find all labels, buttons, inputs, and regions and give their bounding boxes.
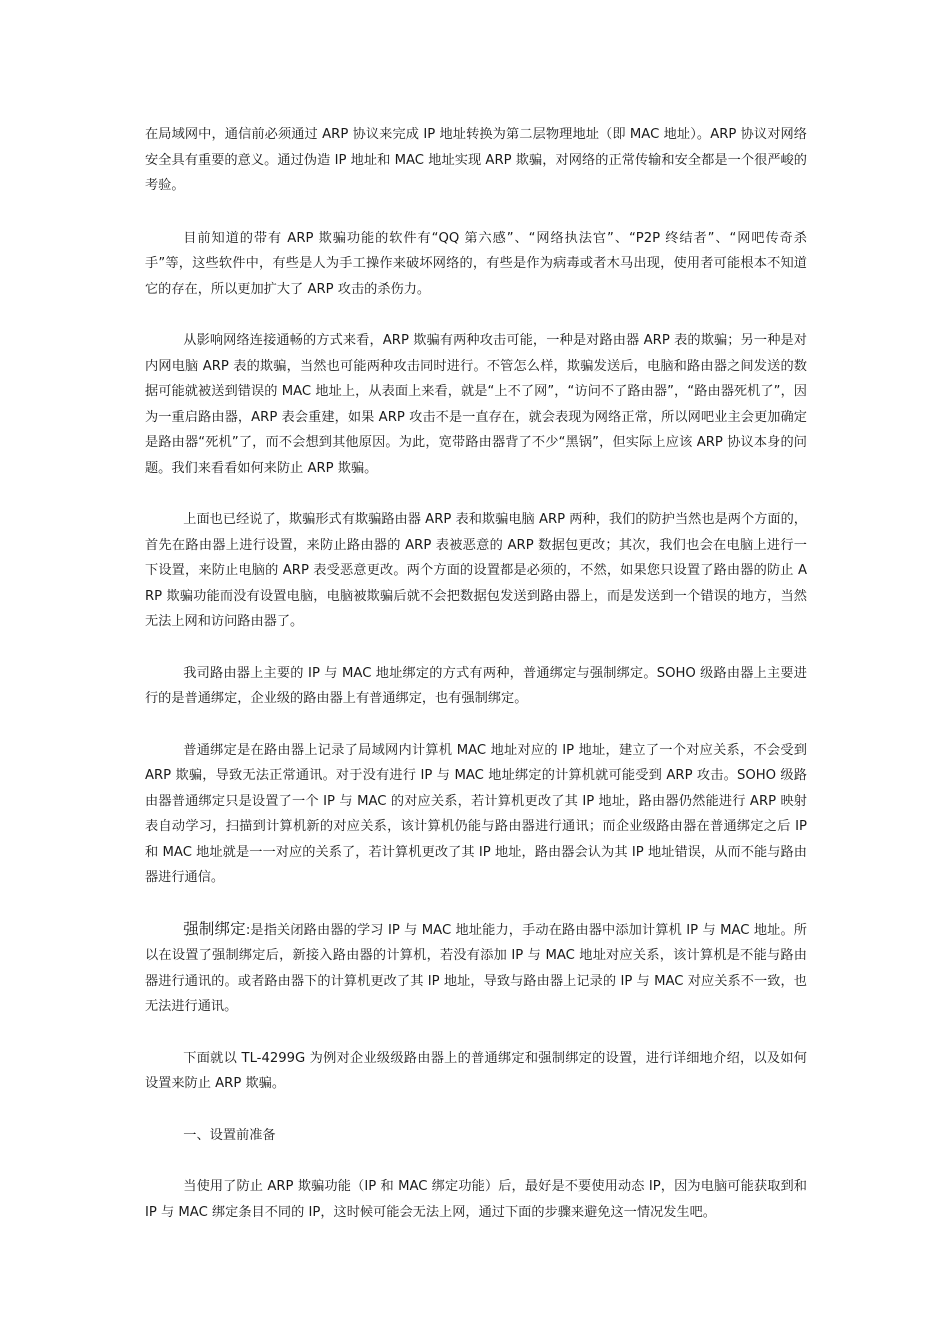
paragraph-arp-intro: 在局域网中，通信前必须通过 ARP 协议来完成 IP 地址转换为第二层物理地址（即 MAC 地址）。ARP 协议对网络安全具有重要的意义。通过伪造 IP 地址和 MAC 地址实现 ARP 欺骗，对网络的正常传输和安全都是一个很严峻的考验。 bbox=[145, 127, 807, 193]
paragraph-arp-software: 目前知道的带有 ARP 欺骗功能的软件有“QQ 第六感”、“网络执法官”、“P2P 终结者”、“网吧传奇杀手”等，这些软件中，有些是人为手工操作来破坏网络的，有些是作为病毒或者木马出现，使用者可能根本不知道它的存在，所以更加扩大了 ARP 攻击的杀伤力。 bbox=[145, 230, 807, 297]
paragraph-arp-attack-modes: 从影响网络连接通畅的方式来看，ARP 欺骗有两种攻击可能，一种是对路由器 ARP 表的欺骗；另一种是对内网电脑 ARP 表的欺骗，当然也可能两种攻击同时进行。不管怎么样，欺骗发送后，电脑和路由器之间发送的数据可能就被送到错误的 MAC 地址上，从表面上来看，就是“上不了网”，“访问不了路由器”，“路由器死机了”，因为一重启路由器，ARP 表会重建，如果 ARP 攻击不是一直存在，就会表现为网络正常，所以网吧业主会更加确定是路由器“死机”了，而不会想到其他原因。为此，宽带路由器背了不少“黑锅”，但实际上应该 ARP 协议本身的问题。我们来看看如何来防止 ARP 欺骗。 bbox=[145, 333, 807, 476]
paragraph-example-intro: 下面就以 TL-4299G 为例对企业级级路由器上的普通绑定和强制绑定的设置，进行详细地介绍，以及如何设置来防止 ARP 欺骗。 bbox=[145, 1050, 807, 1091]
forced-binding-text: :是指关闭路由器的学习 IP 与 MAC 地址能力，手动在路由器中添加计算机 IP 与 MAC 地址。所以在设置了强制绑定后，新接入路由器的计算机，若没有添加 IP 与 MAC 地址对应关系，该计算机是不能与路由器进行通讯的。或者路由器下的计算机更改了其 IP 地址，导致与路由器上记录的 IP 与 MAC 对应关系不一致，也无法进行通讯。 bbox=[145, 922, 807, 1014]
section-heading: 一、设置前准备 bbox=[183, 1127, 276, 1143]
forced-binding-term: 强制绑定 bbox=[183, 919, 246, 938]
document-page bbox=[145, 122, 807, 1251]
paragraph-arp-protection: 上面也已经说了，欺骗形式有欺骗路由器 ARP 表和欺骗电脑 ARP 两种，我们的防护当然也是两个方面的，首先在路由器上进行设置，来防止路由器的 ARP 表被恶意的 ARP 数据包更改；其次，我们也会在电脑上进行一下设置，来防止电脑的 ARP 表受恶意更改。两个方面的设置都是必须的，不然，如果您只设置了路由器的防止 ARP 欺骗功能而没有设置电脑，电脑被欺骗后就不会把数据包发送到路由器上，而是发送到一个错误的地方，当然无法上网和访问路由器了。 bbox=[145, 512, 807, 629]
paragraph-preparation: 当使用了防止 ARP 欺骗功能（IP 和 MAC 绑定功能）后，最好是不要使用动态 IP，因为电脑可能获取到和 IP 与 MAC 绑定条目不同的 IP，这时候可能会无法上网，通过下面的步骤来避免这一情况发生吧。 bbox=[145, 1179, 807, 1220]
paragraph-binding-methods: 我司路由器上主要的 IP 与 MAC 地址绑定的方式有两种，普通绑定与强制绑定。SOHO 级路由器上主要进行的是普通绑定，企业级的路由器上有普通绑定，也有强制绑定。 bbox=[145, 665, 807, 706]
paragraph-forced-binding bbox=[145, 917, 807, 1020]
paragraph-normal-binding: 普通绑定是在路由器上记录了局域网内计算机 MAC 地址对应的 IP 地址，建立了一个对应关系，不会受到 ARP 欺骗，导致无法正常通讯。对于没有进行 IP 与 MAC 地址绑定的计算机就可能受到 ARP 攻击。SOHO 级路由器普通绑定只是设置了一个 IP 与 MAC 的对应关系，若计算机更改了其 IP 地址，路由器仍然能进行 ARP 映射表自动学习，扫描到计算机新的对应关系，该计算机仍能与路由器进行通讯；而企业级路由器在普通绑定之后 IP 和 MAC 地址就是一一对应的关系了，若计算机更改了其 IP 地址，路由器会认为其 IP 地址错误，从而不能与路由器进行通信。 bbox=[145, 742, 807, 885]
